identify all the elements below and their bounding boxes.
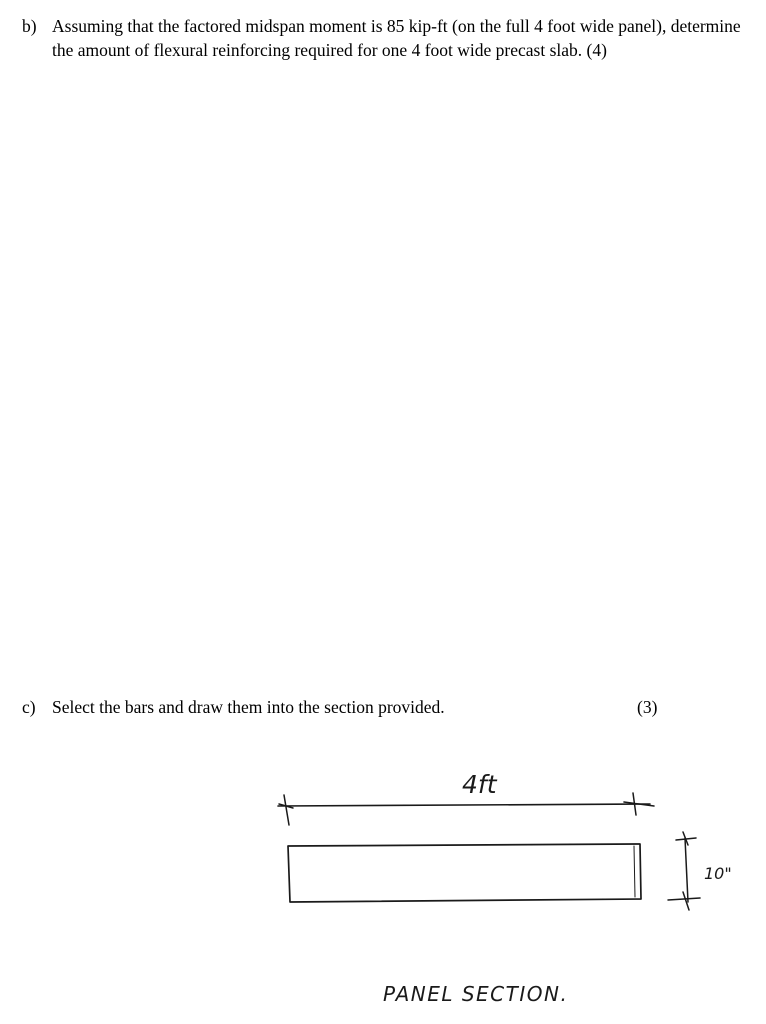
question-b-letter: b) (22, 16, 37, 36)
question-c-text: Select the bars and draw them into the section provided. (52, 697, 445, 717)
panel-section-caption: PANEL SECTION. (383, 982, 569, 1006)
panel-rectangle-edge-shadow (634, 846, 635, 897)
width-label: 4ft (462, 770, 497, 799)
question-c-marks: (3) (637, 697, 658, 717)
question-c (22, 695, 762, 719)
width-dimension-left-tick (279, 795, 293, 825)
question-b (22, 14, 762, 62)
question-c-letter: c) (22, 697, 36, 717)
width-dimension-right-tick (624, 793, 654, 815)
question-b-text: Assuming that the factored midspan moment is 85 kip-ft (on the full 4 foot wide panel), determine the amount of flexural reinforcing required for one 4 foot wide precast slab. (4) (52, 16, 741, 60)
depth-dimension-bottom-tick (668, 892, 700, 910)
depth-label: 10" (704, 864, 732, 883)
width-dimension-line (278, 804, 650, 806)
depth-dimension-line (685, 838, 688, 902)
panel-rectangle (288, 844, 641, 902)
depth-dimension-top-tick (676, 832, 696, 845)
